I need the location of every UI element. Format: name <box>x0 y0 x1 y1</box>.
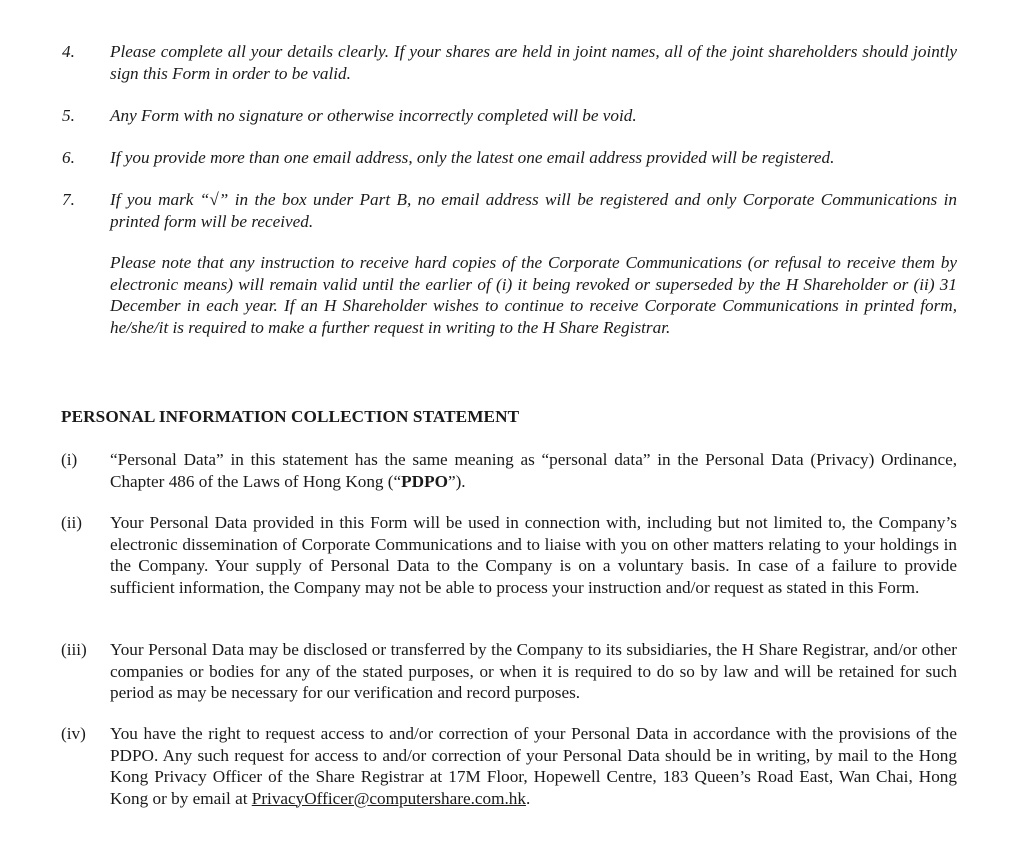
pics-text: You have the right to request access to and/or correction of your Personal Data in accordance with the provisions of the PDPO. Any such request for access to and/or correction of your Personal Data should be in writing, by mail to the Hong Kong Privacy Officer of the Share Registrar at 17M Floor, Hopewell Centre, 183 Queen’s Road East, Wan Chai, Hong Kong or by email at PrivacyOfficer@computershare.com.hk. <box>110 724 957 808</box>
pdpo-bold: PDPO <box>401 471 448 491</box>
note-text: If you provide more than one email address, only the latest one email address provided will be registered. <box>110 148 835 167</box>
note-number: 6. <box>62 148 75 167</box>
pics-number: (i) <box>61 450 78 469</box>
pics-number: (iv) <box>61 724 86 743</box>
note-text: Please complete all your details clearly. If your shares are held in joint names, all of the joint shareholders should jointly sign this Form in order to be valid. <box>110 42 957 83</box>
section-heading: PERSONAL INFORMATION COLLECTION STATEMENT <box>61 407 520 426</box>
note-text: If you mark “√” in the box under Part B, no email address will be registered and only Corporate Communications in printed form will be received. <box>110 190 957 231</box>
pics-text: “Personal Data” in this statement has the same meaning as “personal data” in the Personal Data (Privacy) Ordinance, Chapter 486 of the Laws of Hong Kong (“PDPO”). <box>110 450 957 491</box>
pics-text: Your Personal Data may be disclosed or transferred by the Company to its subsidiaries, the H Share Registrar, and/or other companies or bodies for any of the stated purposes, or when it is required to do so by law and will be retained for such period as may be necessary for our verification and record purposes. <box>110 640 957 702</box>
note-number: 4. <box>62 42 75 61</box>
pics-number: (ii) <box>61 513 82 532</box>
note-number: 5. <box>62 106 75 125</box>
note-paragraph: Please note that any instruction to receive hard copies of the Corporate Communications (or refusal to receive them by electronic means) will remain valid until the earlier of (i) it being revoked or superseded by the H Shareholder or (ii) 31 December in each year. If an H Shareholder wishes to continue to receive Corporate Communications in printed form, he/she/it is required to make a further request in writing to the H Share Registrar. <box>110 253 957 337</box>
privacy-officer-email-link[interactable]: PrivacyOfficer@computershare.com.hk <box>251 788 526 808</box>
note-number: 7. <box>62 190 75 209</box>
note-text: Any Form with no signature or otherwise incorrectly completed will be void. <box>110 106 637 125</box>
pics-number: (iii) <box>61 640 87 659</box>
pics-text: Your Personal Data provided in this Form will be used in connection with, including but not limited to, the Company’s electronic dissemination of Corporate Communications and to liaise with you on other matters relating to your holdings in the Company. Your supply of Personal Data to the Company is on a voluntary basis. In case of a failure to provide sufficient information, the Company may not be able to process your instruction and/or request as stated in this Form. <box>110 513 957 597</box>
